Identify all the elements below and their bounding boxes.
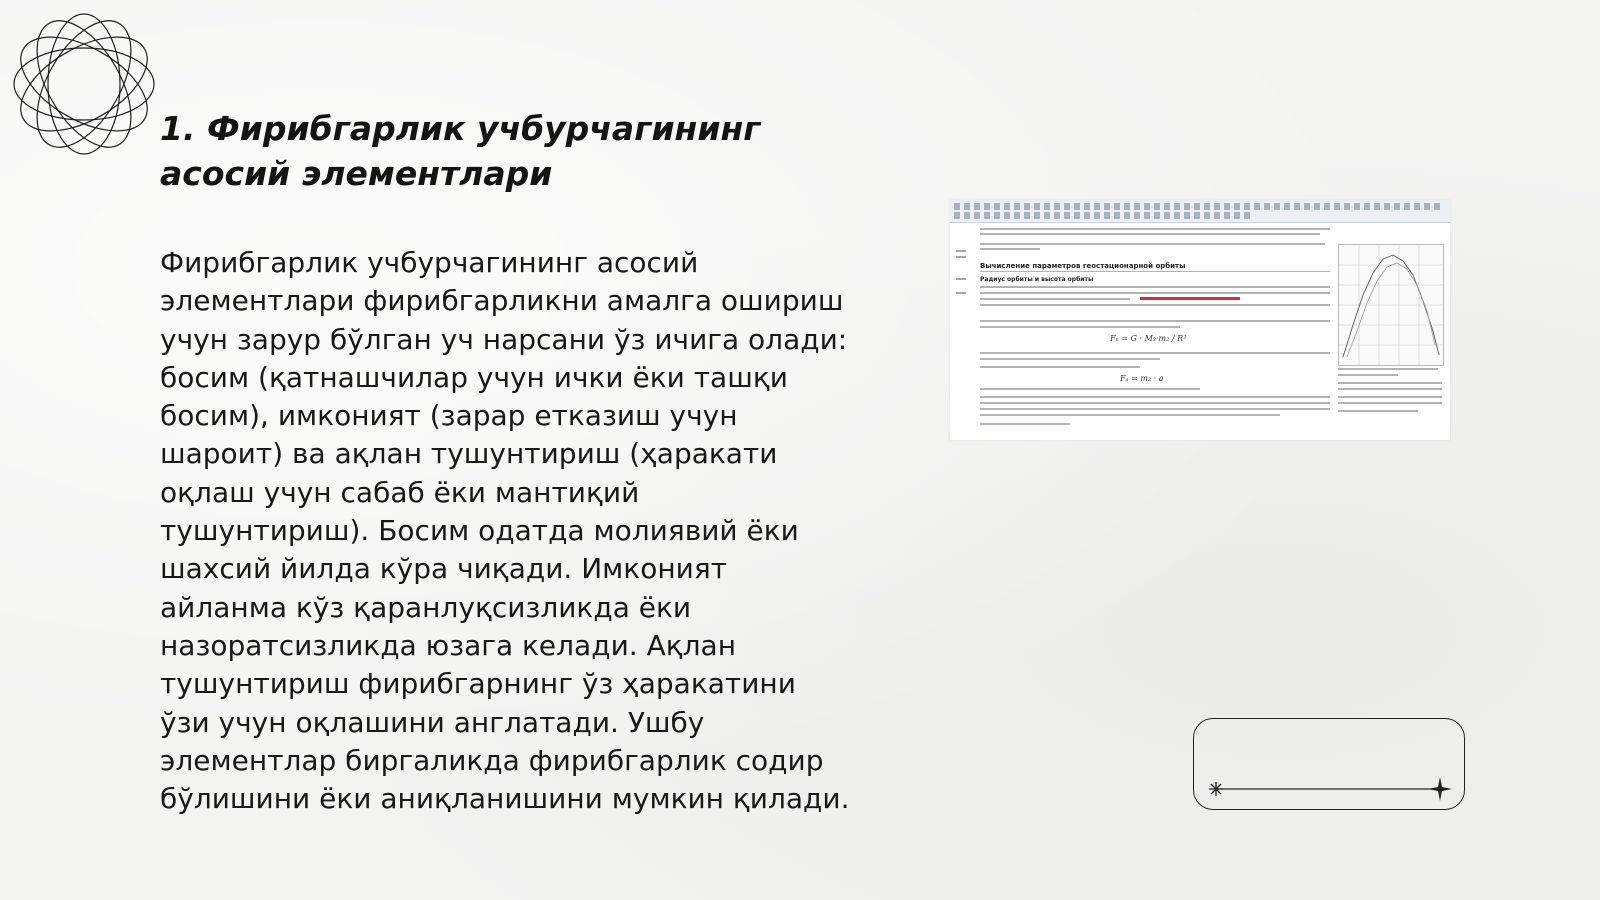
sparkle-icon	[1209, 782, 1223, 796]
screenshot-toolbar	[950, 200, 1450, 223]
star-icon	[1428, 777, 1452, 801]
spirograph-ornament-icon	[10, 10, 158, 158]
screenshot-subheading: Радиус орбиты и высота орбиты	[980, 276, 1094, 283]
highlight-mark	[1140, 297, 1240, 300]
screenshot-chart-thumbnail	[1338, 244, 1444, 366]
screenshot-formula-2: Fₐ = m₂ · a	[1120, 374, 1164, 383]
decorative-timeline-frame	[1193, 718, 1465, 810]
screenshot-heading: Вычисление параметров геостационарной орбиты	[980, 262, 1186, 270]
slide-title: 1. Фирибгарлик учбурчагининг асосий элементлари	[160, 109, 761, 193]
embedded-screenshot	[950, 200, 1450, 440]
screenshot-formula-1: Fₙ = G · M₃·m₂ / R²	[1110, 334, 1187, 343]
slide-body-text: Фирибгарлик учбурчагининг асосий элементлари фирибгарликни амалга ошириш учун зарур бўлган уч нарсани ўз ичига олади: босим (қатнашчилар учун ички ёки ташқи босим), имконият (зарар етказиш учун шароит) ва ақлан тушунтириш (ҳаракати оқлаш учун сабаб ёки мантиқий тушунтириш). Босим одатда молиявий ёки шахсий йилда кўра чиқади. Имконият айланма кўз қаранлуқсизликда ёки назоратсизликда юзага келади. Ақлан тушунтириш фирибгарнинг ўз ҳаракатини ўзи учун оқлашини англатади. Ушбу элементлар биргаликда фирибгарлик содир бўлишини ёки аниқланишини мумкин қилади.	[160, 246, 850, 816]
